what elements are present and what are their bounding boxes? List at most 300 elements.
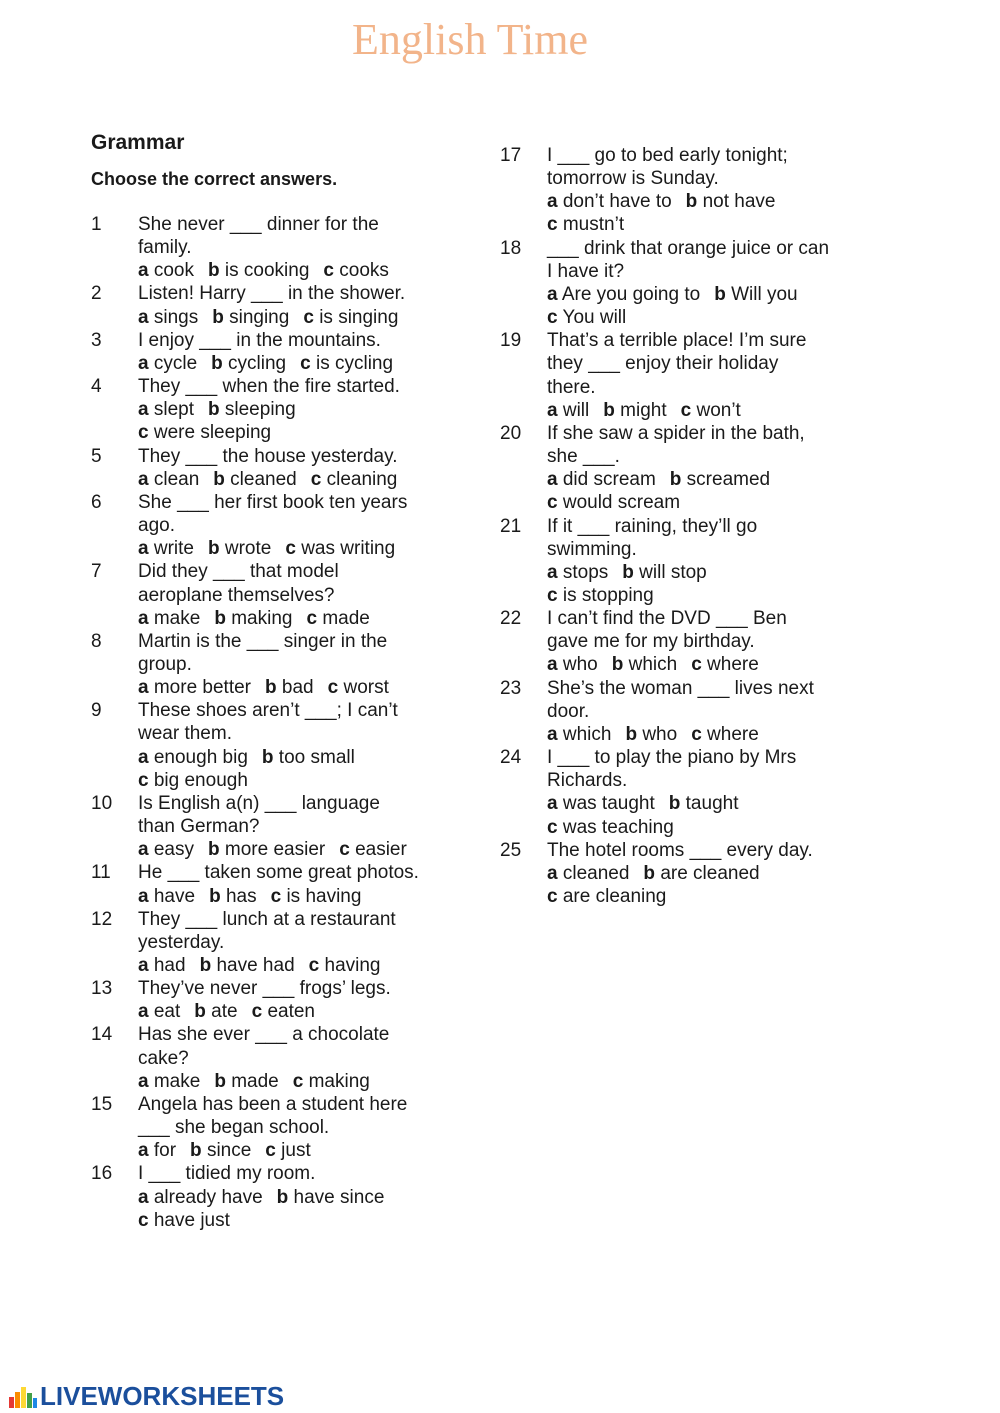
question-body	[547, 237, 880, 330]
question-body	[138, 213, 461, 282]
answer-option[interactable]	[138, 1071, 200, 1092]
option-text: make	[153, 607, 201, 629]
option-text: has	[225, 885, 257, 907]
question-body	[547, 329, 880, 422]
option-text: taught	[685, 793, 739, 815]
question-number: 14	[91, 1024, 113, 1046]
answer-option[interactable]	[681, 400, 741, 421]
answer-option[interactable]	[339, 839, 407, 860]
answer-options-line	[138, 421, 461, 444]
answer-option[interactable]	[138, 307, 198, 328]
answer-option[interactable]	[138, 538, 194, 559]
option-text: where	[707, 654, 759, 676]
question-body	[138, 977, 461, 1023]
option-text: have had	[216, 955, 295, 976]
option-letter: b	[276, 1186, 289, 1208]
answer-option[interactable]	[670, 469, 770, 490]
question-number: 7	[91, 561, 102, 583]
question-stem-line: ago.	[138, 515, 175, 537]
question-stem-line: family.	[138, 237, 192, 259]
option-letter: b	[194, 1001, 206, 1023]
option-text: who	[642, 723, 678, 745]
option-text: where	[707, 723, 759, 745]
question-stem-line: He ___ taken some great photos.	[138, 862, 419, 884]
option-text: not have	[702, 191, 776, 213]
option-letter: a	[547, 793, 558, 815]
question-stem-line: there.	[547, 376, 596, 398]
option-letter: a	[547, 191, 558, 213]
option-letter: c	[691, 723, 702, 745]
option-text: was writing	[301, 538, 396, 560]
question-item	[500, 515, 880, 608]
option-letter: c	[138, 769, 149, 791]
question-item	[91, 977, 461, 1023]
option-text: had	[153, 955, 186, 976]
option-text: since	[206, 1140, 252, 1162]
option-letter: a	[138, 1070, 149, 1092]
option-text: was teaching	[562, 816, 674, 838]
option-letter: a	[547, 561, 558, 583]
answer-option[interactable]	[138, 1187, 263, 1208]
answer-option[interactable]	[603, 400, 666, 421]
option-text: wrote	[224, 538, 272, 560]
answer-option[interactable]	[138, 886, 195, 907]
question-stem-line: I can’t find the DVD ___ Ben	[547, 608, 787, 630]
answer-options-line	[138, 1070, 461, 1093]
question-body	[138, 1023, 461, 1092]
option-text: won’t	[696, 399, 741, 421]
answer-option[interactable]	[309, 955, 381, 976]
option-letter: c	[138, 422, 149, 444]
option-letter: b	[685, 191, 698, 213]
answer-options-line	[138, 468, 461, 491]
question-item	[500, 677, 880, 746]
question-body	[138, 861, 461, 907]
option-text: mustn’t	[562, 214, 625, 236]
answer-option[interactable]	[669, 793, 739, 814]
option-text: clean	[153, 468, 200, 490]
option-text: made	[322, 607, 370, 629]
option-letter: a	[138, 1001, 149, 1023]
answer-options-line	[138, 838, 461, 861]
answer-option[interactable]	[547, 654, 598, 675]
option-letter: a	[547, 723, 558, 745]
answer-option[interactable]	[190, 1140, 251, 1161]
question-item	[500, 746, 880, 839]
option-letter: a	[138, 1186, 149, 1208]
answer-option[interactable]	[323, 260, 389, 281]
option-text: would scream	[562, 492, 681, 514]
answer-option[interactable]	[212, 307, 289, 328]
option-letter: c	[292, 1070, 304, 1092]
answer-options-line	[547, 885, 880, 908]
question-body	[138, 375, 461, 444]
option-letter: b	[265, 677, 277, 699]
question-item	[91, 329, 461, 375]
answer-option[interactable]	[547, 214, 624, 235]
question-stem-line: Martin is the ___ singer in the	[138, 630, 388, 652]
answer-option[interactable]	[138, 770, 248, 791]
question-body	[547, 677, 880, 746]
option-letter: b	[622, 561, 634, 583]
option-text: cycle	[153, 352, 198, 374]
question-stem-line: Richards.	[547, 770, 628, 792]
option-text: will	[562, 399, 590, 421]
option-text: is cooking	[224, 260, 310, 282]
question-body	[547, 515, 880, 608]
question-number: 22	[500, 608, 522, 630]
question-number: 6	[91, 491, 102, 513]
option-letter: a	[138, 306, 149, 328]
answer-option[interactable]	[209, 886, 257, 907]
question-body	[138, 560, 461, 629]
answer-option[interactable]	[547, 817, 674, 838]
answer-option[interactable]	[300, 353, 393, 374]
answer-option[interactable]	[547, 886, 666, 907]
answer-option[interactable]	[625, 724, 677, 745]
page-title: English Time	[352, 15, 588, 64]
option-letter: a	[547, 654, 558, 676]
answer-options-line	[138, 1139, 461, 1162]
answer-option[interactable]	[547, 863, 629, 884]
option-text: worst	[343, 677, 389, 699]
question-item	[91, 861, 461, 907]
option-letter: a	[138, 885, 149, 907]
answer-option[interactable]	[138, 608, 200, 629]
option-letter: b	[603, 399, 615, 421]
question-stem-line: Listen! Harry ___ in the shower.	[138, 283, 406, 305]
answer-option[interactable]	[306, 608, 369, 629]
option-text: screamed	[686, 469, 771, 491]
option-text: have just	[153, 1209, 230, 1231]
option-text: making	[231, 607, 293, 629]
question-item	[91, 491, 461, 560]
answer-option[interactable]	[303, 307, 398, 328]
answer-option[interactable]	[547, 492, 680, 513]
question-stem-line: ___ she began school.	[138, 1117, 330, 1139]
answer-option[interactable]	[208, 839, 325, 860]
answer-option[interactable]	[547, 585, 654, 606]
answer-option[interactable]	[311, 469, 398, 490]
option-text: sings	[153, 306, 199, 328]
question-stem-line: tomorrow is Sunday.	[547, 168, 719, 190]
question-stem-line: Did they ___ that model	[138, 561, 339, 583]
option-letter: c	[547, 584, 558, 606]
answer-options-line	[138, 537, 461, 560]
answer-option[interactable]	[547, 284, 700, 305]
answer-option[interactable]	[643, 863, 759, 884]
answer-option[interactable]	[265, 677, 314, 698]
answer-options-line	[547, 190, 880, 213]
option-letter: c	[327, 677, 339, 699]
question-body	[138, 1162, 461, 1231]
question-number: 23	[500, 677, 522, 699]
option-text: might	[620, 399, 667, 421]
answer-option[interactable]	[293, 1071, 370, 1092]
answer-options-line	[547, 468, 880, 491]
answer-option[interactable]	[200, 955, 295, 976]
question-stem-line: swimming.	[547, 538, 637, 560]
question-body	[138, 630, 461, 699]
answer-options-line	[547, 792, 880, 815]
question-item	[91, 560, 461, 629]
option-letter: a	[138, 955, 149, 976]
answer-option[interactable]	[547, 191, 672, 212]
option-letter: b	[714, 283, 726, 305]
option-letter: c	[303, 306, 314, 328]
option-text: is stopping	[562, 584, 654, 606]
option-letter: c	[300, 352, 311, 374]
question-number: 11	[91, 862, 111, 884]
question-stem-line: She never ___ dinner for the	[138, 214, 379, 235]
option-letter: c	[270, 885, 282, 907]
answer-option[interactable]	[138, 469, 199, 490]
question-item	[500, 839, 880, 908]
answer-option[interactable]	[214, 1071, 278, 1092]
option-letter: a	[547, 469, 558, 491]
question-stem-line: That’s a terrible place! I’m sure	[547, 330, 807, 352]
option-text: ate	[211, 1001, 238, 1023]
option-letter: b	[669, 469, 682, 491]
option-letter: a	[547, 399, 558, 421]
answer-options-line	[547, 723, 880, 746]
answer-option[interactable]	[211, 353, 286, 374]
question-item	[91, 1162, 461, 1231]
option-letter: b	[208, 839, 220, 861]
answer-option[interactable]	[208, 260, 309, 281]
answer-option[interactable]	[138, 1210, 230, 1231]
question-number: 9	[91, 700, 102, 722]
answer-option[interactable]	[138, 839, 194, 860]
question-number: 25	[500, 839, 522, 861]
option-text: will stop	[639, 561, 707, 583]
answer-option[interactable]	[208, 399, 296, 420]
answer-option[interactable]	[328, 677, 389, 698]
answer-option[interactable]	[138, 260, 194, 281]
question-stem-line: gave me for my birthday.	[547, 631, 755, 653]
question-body	[138, 908, 461, 977]
option-letter: c	[691, 654, 702, 676]
questions-column-left	[91, 213, 461, 1232]
answer-option[interactable]	[138, 955, 186, 976]
question-item	[91, 282, 461, 328]
option-text: cleaning	[326, 468, 398, 490]
question-body	[138, 282, 461, 328]
answer-options-line	[547, 306, 880, 329]
question-stem-line: than German?	[138, 816, 260, 838]
option-text: cleaned	[230, 468, 297, 490]
question-item	[91, 1093, 461, 1162]
footer-logo[interactable]	[8, 1381, 284, 1411]
answer-option[interactable]	[138, 747, 248, 768]
answer-option[interactable]	[138, 353, 197, 374]
answer-options-line	[138, 1186, 461, 1209]
answer-option[interactable]	[265, 1140, 310, 1161]
option-letter: b	[208, 399, 220, 421]
option-letter: b	[611, 654, 624, 676]
answer-option[interactable]	[714, 284, 797, 305]
question-number: 15	[91, 1093, 113, 1115]
question-stem-line: wear them.	[138, 723, 232, 745]
option-text: You will	[562, 307, 627, 329]
answer-option[interactable]	[622, 562, 706, 583]
answer-option[interactable]	[547, 400, 589, 421]
answer-options-line	[547, 584, 880, 607]
answer-option[interactable]	[691, 724, 759, 745]
question-body	[547, 746, 880, 839]
option-text: more better	[153, 677, 252, 699]
question-body	[547, 422, 880, 515]
option-text: have since	[293, 1186, 385, 1208]
option-letter: a	[138, 352, 149, 374]
option-text: Are you going to	[561, 283, 701, 305]
option-letter: c	[547, 307, 558, 329]
question-stem-line: They ___ when the fire started.	[138, 376, 400, 398]
question-item	[91, 1023, 461, 1092]
option-text: are cleaned	[660, 862, 760, 884]
option-text: made	[231, 1070, 279, 1092]
question-number: 4	[91, 376, 102, 398]
question-stem-line: She ___ her first book ten years	[138, 491, 408, 513]
answer-option[interactable]	[262, 747, 355, 768]
option-text: make	[153, 1070, 201, 1092]
question-item	[91, 375, 461, 444]
question-body	[138, 329, 461, 375]
answer-option[interactable]	[138, 1140, 176, 1161]
question-stem-line: door.	[547, 700, 590, 722]
option-letter: c	[547, 492, 558, 514]
question-number: 20	[500, 422, 522, 444]
option-text: cleaned	[562, 862, 630, 884]
option-text: did scream	[562, 469, 656, 491]
answer-option[interactable]	[612, 654, 677, 675]
answer-option[interactable]	[547, 793, 655, 814]
option-text: sleeping	[224, 399, 296, 421]
question-stem-line: I ___ go to bed early tonight;	[547, 145, 788, 166]
option-text: stops	[562, 561, 609, 583]
answer-options-line	[138, 1209, 461, 1232]
answer-option[interactable]	[285, 538, 395, 559]
option-text: easy	[153, 839, 194, 861]
question-stem-line: they ___ enjoy their holiday	[547, 353, 779, 375]
answer-option[interactable]	[277, 1187, 385, 1208]
question-number: 24	[500, 747, 522, 769]
answer-option[interactable]	[547, 469, 656, 490]
question-stem-line: They’ve never ___ frogs’ legs.	[138, 978, 391, 1000]
question-stem-line: she ___.	[547, 446, 620, 468]
answer-option[interactable]	[138, 399, 194, 420]
option-text: have	[153, 885, 196, 907]
option-text: are cleaning	[562, 886, 667, 907]
option-letter: c	[265, 1140, 276, 1162]
option-text: is singing	[319, 306, 399, 328]
answer-options-line	[138, 352, 461, 375]
question-stem-line: ___ drink that orange juice or can	[547, 237, 830, 259]
option-letter: b	[209, 885, 221, 907]
question-item	[91, 792, 461, 861]
option-text: was taught	[562, 793, 655, 815]
answer-option[interactable]	[686, 191, 776, 212]
option-text: is having	[286, 885, 362, 907]
question-stem-line: They ___ the house yesterday.	[138, 445, 398, 467]
answer-option[interactable]	[691, 654, 759, 675]
answer-options-line	[547, 213, 880, 236]
option-text: Will you	[731, 283, 798, 305]
answer-option[interactable]	[547, 562, 608, 583]
question-number: 2	[91, 283, 102, 305]
option-text: easier	[355, 839, 407, 861]
answer-option[interactable]	[138, 1001, 180, 1022]
option-letter: a	[138, 839, 149, 861]
question-item	[91, 630, 461, 699]
question-stem-line: yesterday.	[138, 931, 225, 953]
option-letter: a	[138, 538, 149, 560]
option-letter: a	[547, 283, 558, 305]
answer-option[interactable]	[138, 422, 271, 443]
option-letter: c	[547, 816, 558, 838]
question-item	[500, 329, 880, 422]
option-letter: a	[138, 468, 149, 490]
option-text: making	[308, 1070, 370, 1092]
answer-option[interactable]	[214, 608, 292, 629]
question-body	[547, 839, 880, 908]
question-stem-line: These shoes aren’t ___; I can’t	[138, 700, 398, 722]
question-stem-line: aeroplane themselves?	[138, 584, 335, 606]
answer-option[interactable]	[271, 886, 362, 907]
option-letter: a	[138, 677, 149, 699]
option-text: don’t have to	[562, 191, 672, 213]
answer-options-line	[138, 676, 461, 699]
question-stem-line: I ___ to play the piano by Mrs	[547, 747, 797, 769]
answer-option[interactable]	[547, 724, 611, 745]
question-stem-line: Is English a(n) ___ language	[138, 792, 380, 814]
option-letter: c	[138, 1209, 149, 1231]
section-instruction: Choose the correct answers.	[91, 169, 338, 189]
answer-option[interactable]	[138, 677, 251, 698]
question-number: 16	[91, 1163, 113, 1185]
option-letter: c	[547, 214, 558, 236]
option-letter: a	[138, 399, 149, 421]
option-letter: c	[339, 839, 350, 861]
answer-option[interactable]	[252, 1001, 315, 1022]
option-text: big enough	[153, 769, 248, 791]
option-letter: c	[680, 399, 692, 421]
answer-options-line	[138, 885, 461, 908]
question-stem-line: If she saw a spider in the bath,	[547, 422, 805, 444]
question-number: 19	[500, 330, 522, 352]
option-letter: b	[625, 723, 638, 745]
answer-options-line	[138, 1000, 461, 1023]
answer-option[interactable]	[213, 469, 296, 490]
question-item	[500, 144, 880, 237]
question-number: 13	[91, 978, 113, 1000]
option-letter: c	[323, 260, 334, 282]
option-text: is cycling	[315, 352, 394, 374]
question-body	[547, 144, 880, 237]
section-heading: Grammar	[91, 131, 185, 154]
answer-option[interactable]	[194, 1001, 237, 1022]
option-letter: a	[547, 862, 558, 884]
question-body	[138, 792, 461, 861]
option-letter: a	[138, 260, 149, 282]
answer-option[interactable]	[208, 538, 271, 559]
question-number: 10	[91, 792, 113, 814]
answer-options-line	[547, 399, 880, 422]
answer-options-line	[547, 283, 880, 306]
option-letter: c	[310, 468, 322, 490]
answer-option[interactable]	[547, 307, 626, 328]
question-stem-line: I enjoy ___ in the mountains.	[138, 329, 381, 351]
